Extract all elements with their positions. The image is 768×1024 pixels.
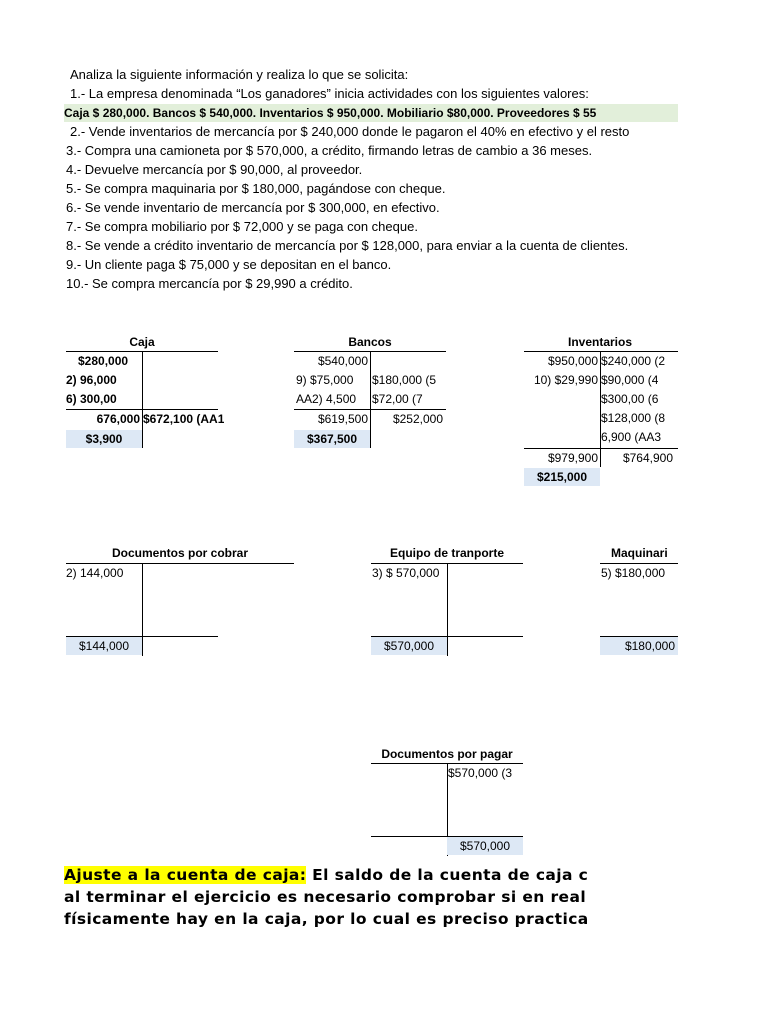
inventarios-credit-1: $240,000 (2 — [601, 354, 666, 368]
instruction-item-2: 2.- Vende inventarios de mercancía por $ 240,000 donde le pagaron el 40% en efectivo y el resto — [70, 124, 630, 139]
instruction-item-1: 1.- La empresa denominada “Los ganadores” inicia actividades con los siguientes valores: — [70, 86, 589, 101]
caja-debit-2: 2) 96,000 — [66, 373, 117, 387]
bancos-balance: $367,500 — [306, 432, 358, 446]
inventarios-credit-total: $764,900 — [622, 451, 673, 465]
caja-credit-total: $672,100 (AA1 — [143, 412, 225, 426]
bancos-credit-2: $72,00 (7 — [372, 392, 423, 406]
inventarios-debit-1: $950,000 — [547, 354, 598, 368]
caja-balance: $3,900 — [85, 432, 123, 446]
caja-debit-1: $280,000 — [78, 354, 129, 368]
instruction-item-5: 5.- Se compra maquinaria por $ 180,000, pagándose con cheque. — [66, 181, 446, 196]
documentos-cobrar-balance: $144,000 — [78, 639, 130, 653]
instructions-intro: Analiza la siguiente información y realiza lo que se solicita: — [70, 67, 409, 82]
inventarios-balance: $215,000 — [536, 470, 588, 484]
instruction-item-6: 6.- Se vende inventario de mercancía por $ 300,000, en efectivo. — [66, 200, 440, 215]
equipo-transporte-balance: $570,000 — [383, 639, 435, 653]
equipo-transporte-divider — [447, 564, 448, 656]
ajuste-line-1-text: El saldo de la cuenta de caja c — [306, 866, 589, 884]
instruction-item-9: 9.- Un cliente paga $ 75,000 y se depositan en el banco. — [66, 257, 392, 272]
inventarios-credit-3: $300,00 (6 — [601, 392, 659, 406]
maquinaria-title: Maquinari — [611, 546, 668, 560]
caja-debit-3: 6) 300,00 — [66, 392, 117, 406]
instruction-item-3: 3.- Compra una camioneta por $ 570,000, a crédito, firmando letras de cambio a 36 meses. — [66, 143, 593, 158]
bancos-debit-2: 9) $75,000 — [296, 373, 354, 387]
bancos-debit-total: $619,500 — [317, 412, 368, 426]
inventarios-top-rule — [524, 351, 678, 352]
inventarios-title: Inventarios — [567, 335, 633, 349]
inventarios-credit-5: 6,900 (AA3 — [601, 430, 662, 444]
caja-debit-total: 676,000 — [96, 412, 140, 426]
maquinaria-debit-1: 5) $180,000 — [601, 566, 666, 580]
caja-divider — [142, 352, 143, 448]
documentos-cobrar-top-rule — [66, 563, 294, 564]
instruction-item-8: 8.- Se vende a crédito inventario de mercancía por $ 128,000, para enviar a la cuenta de clientes. — [66, 238, 629, 253]
equipo-transporte-title: Equipo de tranporte — [390, 546, 504, 560]
instruction-item-10: 10.- Se compra mercancía por $ 29,990 a crédito. — [66, 276, 353, 291]
maquinaria-top-rule — [600, 563, 678, 564]
inventarios-debit-2: 10) $29,990 — [533, 373, 598, 387]
instruction-item-4: 4.- Devuelve mercancía por $ 90,000, al proveedor. — [66, 162, 363, 177]
bancos-title: Bancos — [348, 335, 392, 349]
documentos-pagar-credit-1: $570,000 (3 — [448, 766, 513, 780]
equipo-transporte-debit-1: 3) $ 570,000 — [372, 566, 440, 580]
inventarios-debit-total: $979,900 — [547, 451, 598, 465]
instruction-item-7: 7.- Se compra mobiliario por $ 72,000 y se paga con cheque. — [66, 219, 418, 234]
bancos-total-rule — [294, 409, 446, 410]
inventarios-credit-2: $90,000 (4 — [601, 373, 659, 387]
bancos-credit-total: $252,000 — [392, 412, 443, 426]
bancos-debit-3: AA2) 4,500 — [296, 392, 357, 406]
ajuste-line-3: físicamente hay en la caja, por lo cual es preciso practica — [64, 910, 589, 928]
ajuste-line-2: al terminar el ejercicio es necesario comprobar si en real — [64, 888, 587, 906]
documentos-cobrar-divider — [142, 564, 143, 656]
bancos-divider — [370, 352, 371, 448]
maquinaria-balance: $180,000 — [624, 639, 675, 653]
bancos-debit-1: $540,000 — [317, 354, 368, 368]
caja-total-rule — [66, 409, 218, 410]
initial-values-line: Caja $ 280,000. Bancos $ 540,000. Inventarios $ 950,000. Mobiliario $80,000. Proveedores $ 55 — [64, 104, 678, 122]
documentos-pagar-balance: $570,000 — [459, 839, 511, 853]
ajuste-heading: Ajuste a la cuenta de caja: — [64, 866, 307, 884]
ajuste-line-1 — [64, 864, 680, 886]
caja-title: Caja — [129, 335, 155, 349]
documentos-cobrar-debit-1: 2) 144,000 — [66, 566, 124, 580]
documentos-pagar-title: Documentos por pagar — [381, 747, 513, 761]
inventarios-credit-4: $128,000 (8 — [601, 411, 666, 425]
bancos-credit-1: $180,000 (5 — [372, 373, 437, 387]
documentos-cobrar-title: Documentos por cobrar — [111, 546, 249, 560]
inventarios-total-rule — [524, 448, 678, 449]
